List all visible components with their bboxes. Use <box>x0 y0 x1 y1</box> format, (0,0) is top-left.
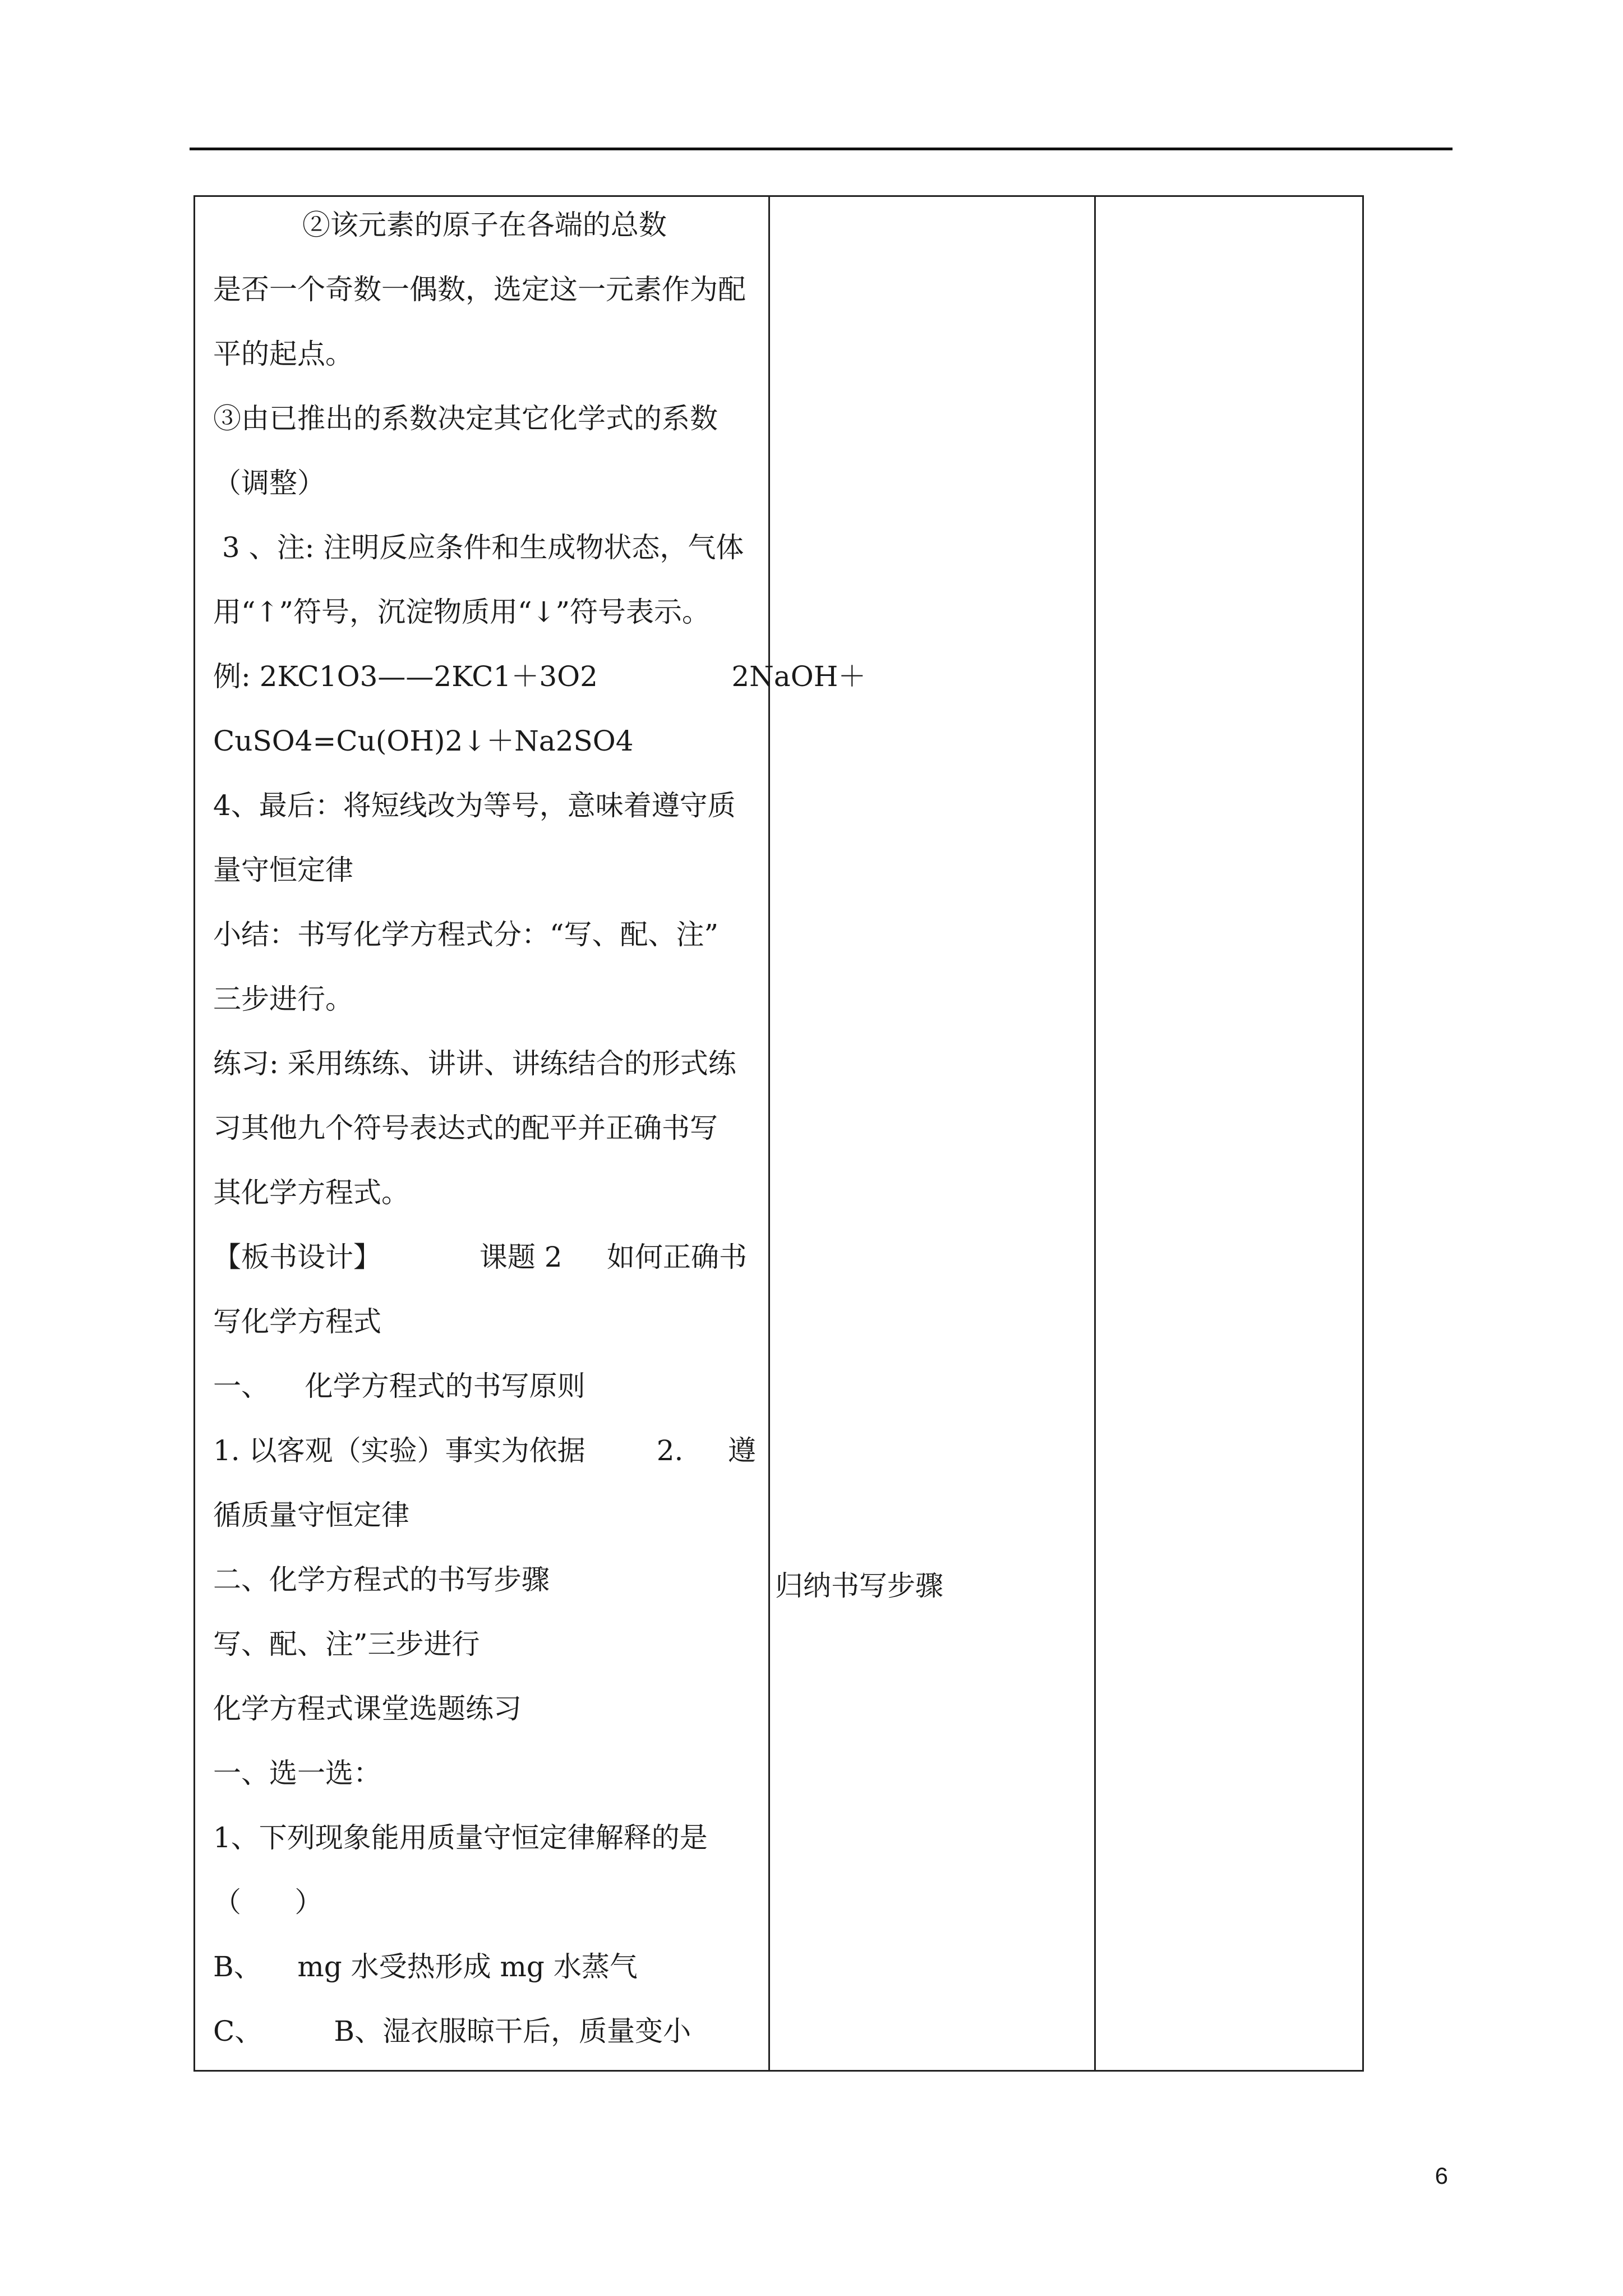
content-line: CuSO4=Cu(OH)2↓＋Na2SO4 <box>213 725 634 757</box>
content-line: （ ） <box>213 1886 323 1918</box>
content-line: C、 B、湿衣服晾干后，质量变小 <box>213 2015 691 2047</box>
content-line: 练习: 采用练练、讲讲、讲练结合的形式练 <box>213 1047 736 1080</box>
activity-text: 归纳书写步骤 <box>775 1570 943 1602</box>
table-row <box>195 196 1363 2071</box>
content-line: 习其他九个符号表达式的配平并正确书写 <box>213 1112 718 1144</box>
content-line: 写、配、注”三步进行 <box>213 1628 480 1660</box>
content-line: 一、 化学方程式的书写原则 <box>213 1370 585 1402</box>
content-line: 量守恒定律 <box>213 854 353 886</box>
content-line: 4、最后：将短线改为等号，意味着遵守质 <box>213 789 736 822</box>
content-line: 化学方程式课堂选题练习 <box>213 1692 522 1725</box>
student-activity-cell <box>769 196 1095 2071</box>
content-line: 3 、注: 注明反应条件和生成物状态，气体 <box>213 531 744 564</box>
content-line: 循质量守恒定律 <box>213 1499 409 1531</box>
content-line: 是否一个奇数一偶数，选定这一元素作为配 <box>213 273 746 306</box>
content-line: 写化学方程式 <box>213 1305 381 1338</box>
content-line: （调整） <box>213 467 325 499</box>
header-rule <box>190 148 1453 150</box>
content-line: ③由已推出的系数决定其它化学式的系数 <box>213 402 718 435</box>
lesson-table <box>193 195 1364 2072</box>
content-line: 小结：书写化学方程式分：“写、配、注” <box>213 918 719 951</box>
content-line: 一、选一选： <box>213 1757 381 1789</box>
content-line: 【板书设计】 课题 2 如何正确书 <box>213 1241 748 1273</box>
content-line: 1. 以客观（实验）事实为依据 2. 遵 <box>213 1434 756 1467</box>
content-line: 平的起点。 <box>213 338 353 370</box>
content-line: 三步进行。 <box>213 983 353 1015</box>
content-line: 二、化学方程式的书写步骤 <box>213 1563 550 1596</box>
page-number: 6 <box>1435 2162 1448 2189</box>
content-line: 例: 2KC1O3——2KC1＋3O2 2NaOH＋ <box>213 660 866 693</box>
content-line: 用“↑”符号，沉淀物质用“↓”符号表示。 <box>213 596 711 628</box>
content-line: B、 mg 水受热形成 mg 水蒸气 <box>213 1950 638 1983</box>
content-line: ②该元素的原子在各端的总数 <box>213 209 667 241</box>
content-line: 其化学方程式。 <box>213 1176 409 1209</box>
content-line: 1、下列现象能用质量守恒定律解释的是 <box>213 1821 708 1854</box>
notes-cell <box>1095 196 1363 2071</box>
